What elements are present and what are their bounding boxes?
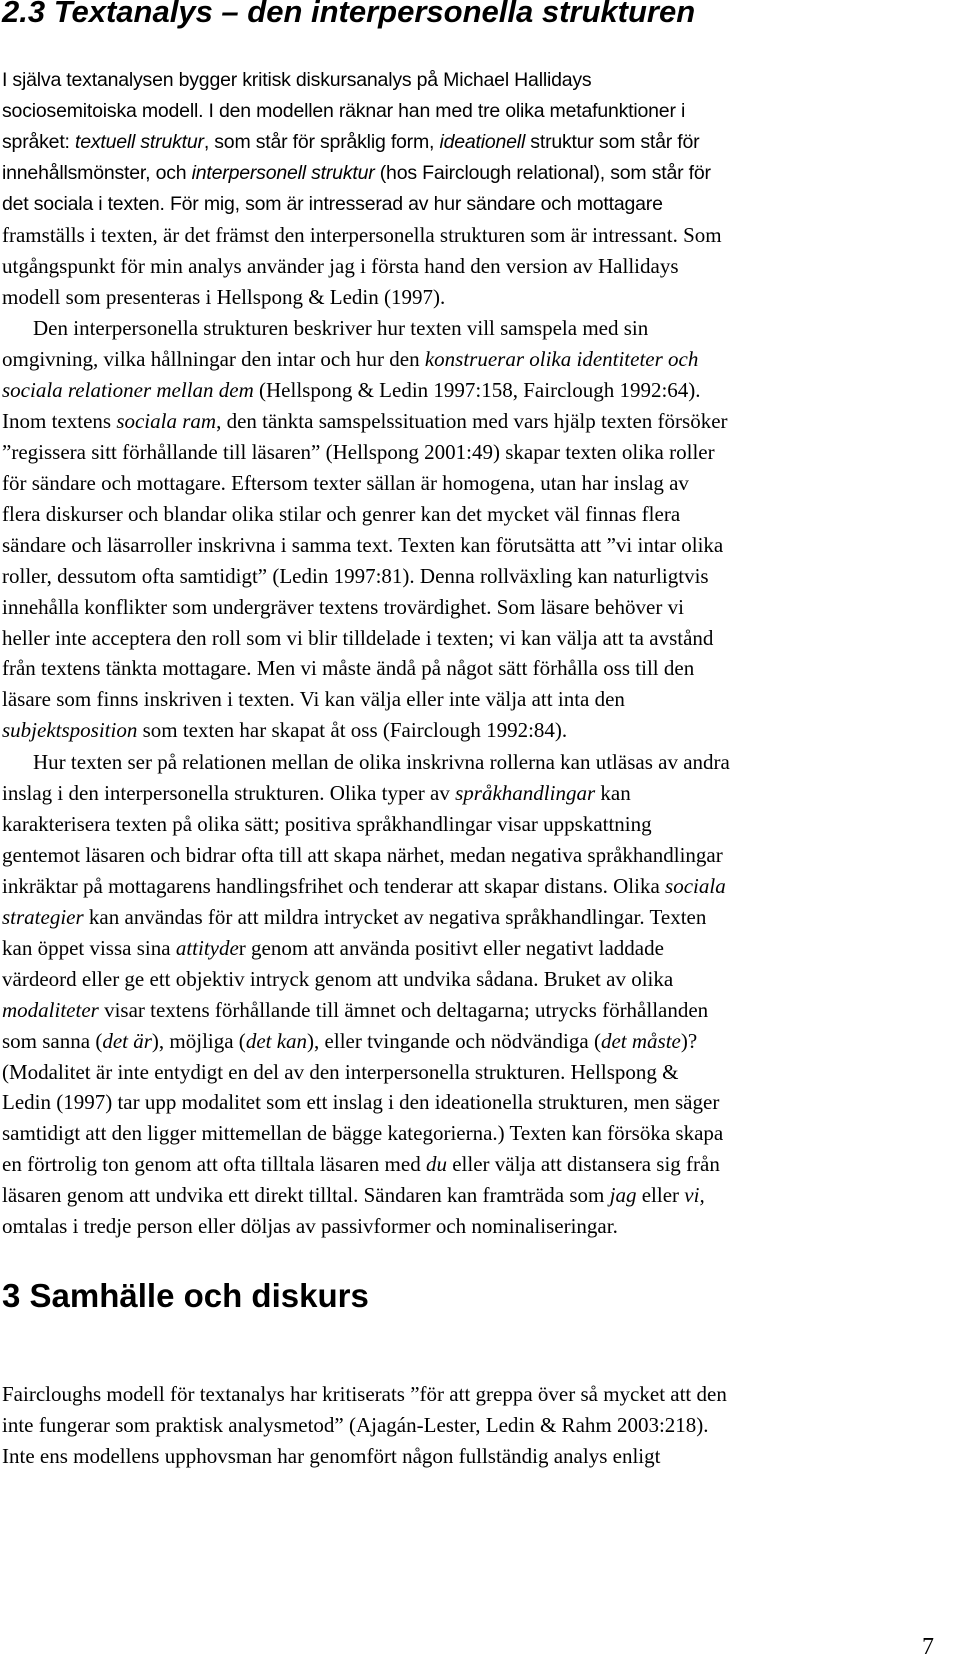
text-line: Inom textens sociala ram, den tänkta samspelssituation med vars hjälp texten försöker	[2, 408, 728, 433]
text-line: som sanna (det är), möjliga (det kan), eller tvingande och nödvändiga (det måste)?	[2, 1028, 698, 1053]
text-line: (Modalitet är inte entydigt en del av den interpersonella strukturen. Hellspong &	[2, 1059, 679, 1084]
text-line: kan öppet vissa sina attityder genom att använda positivt eller negativt laddade	[2, 935, 664, 960]
text-line: innehållsmönster, och interpersonell struktur (hos Fairclough relational), som står för	[2, 161, 711, 184]
text-line: Den interpersonella strukturen beskriver hur texten vill samspela med sin	[33, 316, 649, 340]
text-line: Hur texten ser på relationen mellan de olika inskrivna rollerna kan utläsas av andra	[33, 750, 730, 774]
text-line: värdeord eller ge ett objektiv intryck genom att undvika sådana. Bruket av olika	[2, 966, 674, 991]
text-line: strategier kan användas för att mildra intrycket av negativa språkhandlingar. Texten	[2, 904, 707, 929]
text-line: samtidigt att den ligger mittemellan de bägge kategorierna.) Texten kan försöka skapa	[2, 1121, 724, 1146]
italic-term: jag	[609, 1183, 637, 1208]
paragraph-speech-acts-and-modality	[2, 747, 920, 1242]
text-line: flera diskurser och blandar olika stilar och genrer kan det mycket väl finnas flera	[2, 501, 681, 526]
text-line: I själva textanalysen bygger kritisk diskursanalys på Michael Hallidays	[2, 69, 592, 91]
text-line: framställs i texten, är det främst den interpersonella strukturen som är intressant. Som	[2, 222, 722, 247]
italic-term: du	[425, 1152, 447, 1177]
text-line: inslag i den interpersonella strukturen. Olika typer av språkhandlingar kan	[2, 780, 631, 805]
italic-term: det kan	[245, 1028, 308, 1053]
text-line: Ledin (1997) tar upp modalitet som ett inslag i den ideationella strukturen, men säger	[2, 1090, 720, 1115]
text-line: karakterisera texten på olika sätt; positiva språkhandlingar visar uppskattning	[2, 811, 652, 836]
italic-term: språkhandlingar	[455, 780, 596, 805]
text-line: inkräktar på mottagarens handlingsfrihet och tenderar att skapar distans. Olika sociala	[2, 873, 726, 898]
page-number: 7	[922, 1634, 934, 1660]
text-line: sändare och läsarroller inskrivna i samma text. Texten kan förutsätta att ”vi intar olika	[2, 532, 724, 557]
text-line: omgivning, vilka hållningar den intar och hur den konstruerar olika identiteter och	[2, 346, 699, 371]
text-line: för sändare och mottagare. Eftersom texter sällan är homogena, utan har inslag av	[2, 470, 689, 495]
text-line: läsare som finns inskriven i texten. Vi kan välja eller inte välja att inta den	[2, 687, 625, 712]
italic-term: det måste	[600, 1028, 681, 1053]
text-line: en förtrolig ton genom att ofta tilltala läsaren med du eller välja att distansera sig från	[2, 1152, 720, 1177]
italic-term: modaliteter	[2, 997, 99, 1022]
italic-term: sociala	[665, 873, 726, 898]
text-line: ”regissera sitt förhållande till läsaren” (Hellspong 2001:49) skapar texten olika roller	[2, 439, 715, 464]
italic-term: vi,	[684, 1183, 705, 1208]
text-line: subjektsposition som texten har skapat åt oss (Fairclough 1992:84).	[2, 718, 568, 743]
section-heading-3: 3 Samhälle och diskurs	[2, 1277, 369, 1314]
paragraph-metafunctions	[2, 65, 920, 313]
text-line: språket: textuell struktur, som står för språklig form, ideationell struktur som står för	[2, 130, 700, 153]
text-line: det sociala i texten. För mig, som är intresserad av hur sändare och mottagare	[2, 192, 663, 215]
text-line: gentemot läsaren och bidrar ofta till att skapa närhet, medan negativa språkhandlingar	[2, 842, 723, 867]
italic-term: konstruerar olika identiteter och	[424, 346, 699, 371]
italic-term: ideationell	[439, 130, 526, 153]
italic-term: sociala relationer mellan dem	[2, 377, 254, 402]
text-line: Inte ens modellens upphovsman har genomfört någon fullständig analys enligt	[2, 1443, 661, 1468]
text-line: heller inte acceptera den roll som vi blir tilldelade i texten; vi kan välja att ta avstånd	[2, 625, 714, 650]
section-heading-2-3: 2.3 Textanalys – den interpersonella strukturen	[2, 0, 696, 29]
text-line: sociosemitoiska modell. I den modellen räknar han med tre olika metafunktioner i	[2, 99, 686, 122]
text-line: innehålla konflikter som undergräver textens trovärdighet. Som läsare behöver vi	[2, 594, 684, 619]
text-line: sociala relationer mellan dem (Hellspong & Ledin 1997:158, Fairclough 1992:64).	[2, 377, 701, 402]
text-line: modell som presenteras i Hellspong & Ledin (1997).	[2, 284, 446, 309]
italic-term: sociala ram	[116, 408, 217, 433]
paragraph-interpersonal-structure	[2, 313, 920, 746]
italic-term: subjektsposition	[2, 718, 138, 743]
text-line: omtalas i tredje person eller döljas av passivformer och nominaliseringar.	[2, 1214, 618, 1239]
text-line: läsaren genom att undvika ett direkt tilltal. Sändaren kan framträda som jag eller vi,	[2, 1183, 705, 1208]
italic-term: det är	[102, 1028, 152, 1053]
italic-term: strategier	[2, 904, 84, 929]
text-line: Faircloughs modell för textanalys har kritiserats ”för att greppa över så mycket att den	[2, 1382, 727, 1406]
text-line: inte fungerar som praktisk analysmetod” (Ajagán-Lester, Ledin & Rahm 2003:218).	[2, 1412, 709, 1437]
text-line: modaliteter visar textens förhållande till ämnet och deltagarna; utrycks förhållanden	[2, 997, 709, 1022]
italic-term: attityde	[175, 935, 239, 960]
text-line: utgångspunkt för min analys använder jag i första hand den version av Hallidays	[2, 253, 679, 278]
text-line: roller, dessutom ofta samtidigt” (Ledin 1997:81). Denna rollväxling kan naturligtvis	[2, 563, 709, 588]
text-line: från textens tänkta mottagare. Men vi måste ändå på något sätt förhålla oss till den	[2, 656, 695, 681]
italic-term: textuell struktur	[74, 130, 204, 153]
italic-term: interpersonell struktur	[191, 161, 375, 184]
paragraph-criticism-of-fairclough	[2, 1379, 920, 1472]
